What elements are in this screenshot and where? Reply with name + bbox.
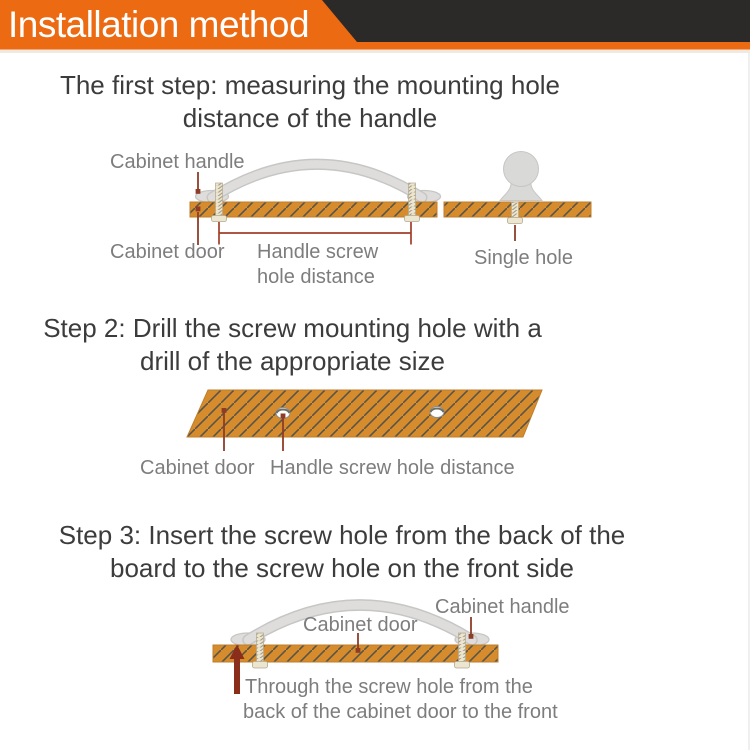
label-cabinet-door: Cabinet door	[140, 457, 255, 479]
step2-diagram	[187, 390, 542, 451]
step2-heading: Step 2: Drill the screw mounting hole with a drill of the appropriate size	[43, 313, 542, 376]
cabinet-door-board	[213, 645, 498, 662]
knob-drawing	[500, 152, 542, 242]
step3-heading: Step 3: Insert the screw hole from the back of the board to the screw hole on the front side	[58, 520, 626, 583]
label-cabinet-handle: Cabinet handle	[110, 151, 245, 173]
label-hole-distance: hole distance	[257, 266, 375, 288]
cabinet-door-board	[190, 202, 437, 217]
label-through-note-line2: back of the cabinet door to the front	[243, 701, 558, 723]
label-single-hole: Single hole	[474, 247, 573, 269]
label-cabinet-door: Cabinet door	[110, 241, 225, 263]
page-title: Installation method	[8, 4, 310, 45]
label-through-note-line1: Through the screw hole from the	[245, 676, 533, 698]
step1-diagram	[190, 152, 591, 246]
cabinet-door-board	[187, 390, 542, 437]
label-handle-screw: Handle screw	[257, 241, 379, 263]
step1-heading: The first step: measuring the mounting hole distance of the handle	[59, 70, 561, 133]
label-cabinet-door: Cabinet door	[303, 614, 418, 636]
label-cabinet-handle: Cabinet handle	[435, 596, 570, 618]
label-screw-hole-distance: Handle screw hole distance	[270, 457, 515, 479]
